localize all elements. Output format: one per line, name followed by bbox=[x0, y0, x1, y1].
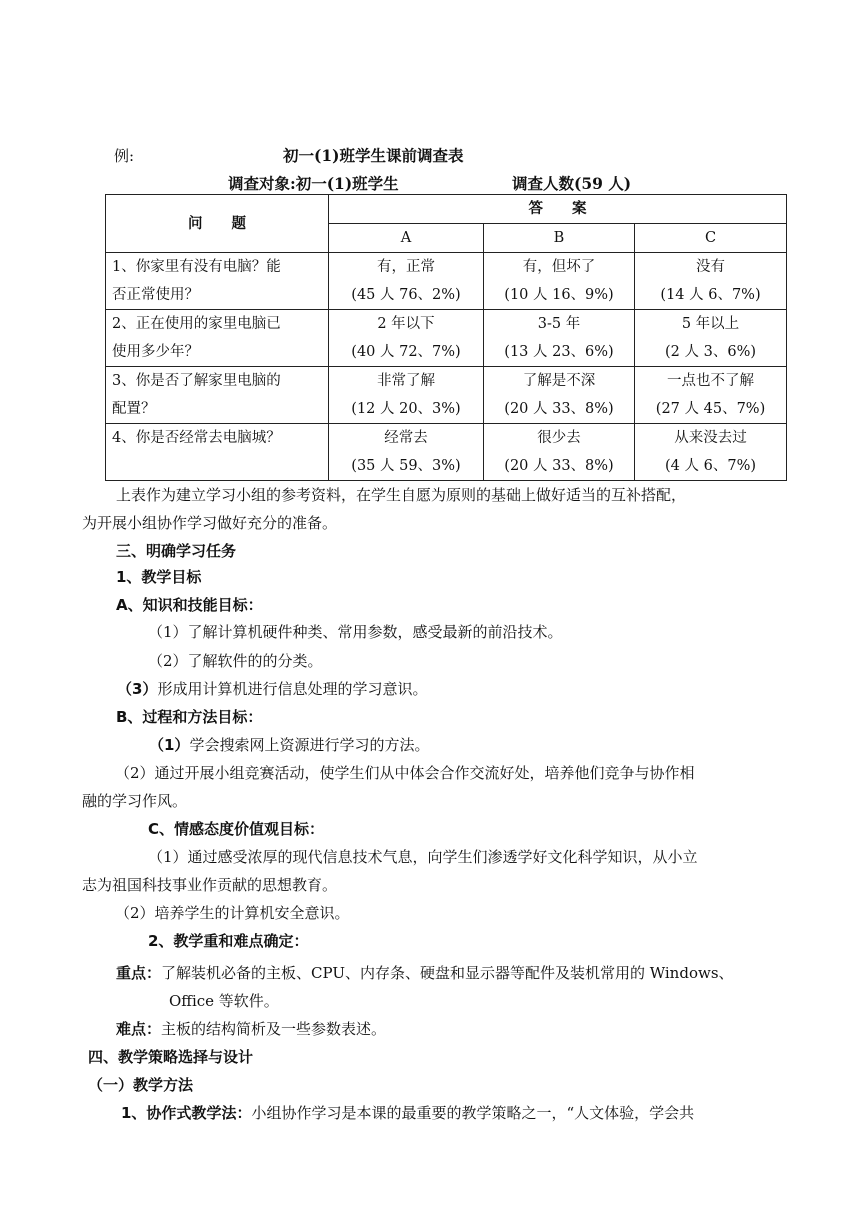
answer-stat: (45 人 76、2%) bbox=[351, 287, 461, 303]
goal-heading: A、知识和技能目标： bbox=[116, 596, 263, 614]
answer-stat: (27 人 45、7%) bbox=[655, 401, 766, 417]
goal-item-number: （3） bbox=[117, 680, 158, 698]
table-row bbox=[106, 253, 787, 310]
answer-stat: (35 人 59、3%) bbox=[351, 458, 461, 474]
method-label: 1、协作式教学法： bbox=[121, 1104, 252, 1122]
answer-stat: (20 人 33、8%) bbox=[504, 401, 614, 417]
answer-stat: (12 人 20、3%) bbox=[351, 401, 461, 417]
answer-stat: (4 人 6、7%) bbox=[665, 458, 757, 474]
goal-item-text: 形成用计算机进行信息处理的学习意识。 bbox=[157, 680, 428, 698]
answer-text: 3-5 年 bbox=[537, 316, 581, 332]
table-row bbox=[106, 310, 787, 367]
goal-item: （2）了解软件的的分类。 bbox=[148, 652, 323, 670]
answer-text: 有，正常 bbox=[377, 259, 435, 275]
method-item bbox=[121, 1102, 694, 1123]
question-line: 配置？ bbox=[112, 401, 156, 417]
header-answer: 答 案 bbox=[329, 195, 787, 224]
section-heading: 三、明确学习任务 bbox=[116, 542, 237, 560]
question-line bbox=[112, 452, 328, 480]
difficult-point-label: 难点： bbox=[116, 1020, 162, 1038]
section-heading: 四、教学策略选择与设计 bbox=[88, 1048, 254, 1066]
answer-text: 5 年以上 bbox=[681, 316, 740, 332]
answer-text: 从来没去过 bbox=[674, 430, 747, 446]
goal-item bbox=[149, 734, 429, 755]
subsection-heading: 1、教学目标 bbox=[116, 568, 202, 586]
answer-text: 2 年以下 bbox=[377, 316, 435, 332]
difficult-point-text: 主板的结构简析及一些参数表述。 bbox=[161, 1020, 387, 1038]
answer-text: 很少去 bbox=[537, 430, 581, 446]
goal-item: （2）通过开展小组竞赛活动，使学生们从中体会合作交流好处，培养他们竞争与协作相 bbox=[115, 764, 695, 782]
key-point-continued: Office 等软件。 bbox=[169, 992, 279, 1010]
goal-heading: C、情感态度价值观目标： bbox=[148, 820, 325, 838]
table-row bbox=[106, 424, 787, 481]
question-line: 1、你家里有没有电脑？能 bbox=[112, 259, 281, 275]
method-text: 小组协作学习是本课的最重要的教学策略之一，“人文体验，学会共 bbox=[251, 1104, 695, 1122]
answer-text: 没有 bbox=[696, 259, 726, 275]
table-row bbox=[106, 367, 787, 424]
answer-stat: (13 人 23、6%) bbox=[504, 344, 614, 360]
survey-table bbox=[105, 194, 787, 481]
key-point-text: 了解装机必备的主板、CPU、内存条、硬盘和显示器等配件及装机常用的 Windows、 bbox=[161, 964, 734, 982]
goal-item: （2）培养学生的计算机安全意识。 bbox=[115, 904, 350, 922]
answer-text: 非常了解 bbox=[377, 373, 435, 389]
goal-item-text: 学会搜索网上资源进行学习的方法。 bbox=[189, 736, 430, 754]
example-label: 例: bbox=[114, 147, 135, 165]
key-point bbox=[116, 962, 734, 983]
survey-title: 初一(1)班学生课前调查表 bbox=[283, 146, 464, 165]
goal-item: （1）了解计算机硬件种类、常用参数，感受最新的前沿技术。 bbox=[148, 623, 563, 641]
answer-text: 了解是不深 bbox=[522, 373, 596, 389]
answer-text: 有，但坏了 bbox=[522, 259, 596, 275]
key-point-label: 重点： bbox=[116, 964, 162, 982]
survey-subject: 调查对象:初一(1)班学生 bbox=[228, 174, 399, 193]
goal-item: （1）通过感受浓厚的现代信息技术气息，向学生们渗透学好文化科学知识，从小立 bbox=[148, 848, 698, 866]
question-line: 3、你是否了解家里电脑的 bbox=[112, 373, 281, 389]
goal-heading: B、过程和方法目标： bbox=[116, 708, 263, 726]
answer-stat: (2 人 3、6%) bbox=[665, 344, 757, 360]
option-a-header: A bbox=[329, 224, 484, 253]
subsection-heading: 2、教学重和难点确定： bbox=[148, 932, 309, 950]
survey-count: 调查人数(59 人) bbox=[512, 174, 632, 193]
answer-stat: (14 人 6、7%) bbox=[660, 287, 761, 303]
answer-stat: (10 人 16、9%) bbox=[504, 287, 614, 303]
paragraph-line: 为开展小组协作学习做好充分的准备。 bbox=[82, 514, 338, 532]
answer-text: 经常去 bbox=[384, 430, 428, 446]
answer-stat: (20 人 33、8%) bbox=[504, 458, 614, 474]
goal-item bbox=[117, 678, 427, 699]
goal-item: 融的学习作风。 bbox=[82, 792, 188, 810]
option-b-header: B bbox=[484, 224, 635, 253]
question-line: 否正常使用？ bbox=[112, 287, 199, 303]
paragraph-line: 上表作为建立学习小组的参考资料，在学生自愿为原则的基础上做好适当的互补搭配， bbox=[116, 486, 687, 504]
answer-stat: (40 人 72、7%) bbox=[351, 344, 461, 360]
subsection-heading: （一）教学方法 bbox=[88, 1076, 194, 1094]
question-line: 4、你是否经常去电脑城？ bbox=[112, 430, 281, 446]
header-question: 问 题 bbox=[106, 195, 329, 253]
question-line: 使用多少年？ bbox=[112, 344, 199, 360]
option-c-header: C bbox=[635, 224, 787, 253]
goal-item: 志为祖国科技事业作贡献的思想教育。 bbox=[82, 876, 338, 894]
answer-text: 一点也不了解 bbox=[667, 373, 755, 389]
goal-item-number: （1） bbox=[149, 736, 190, 754]
question-line: 2、正在使用的家里电脑已 bbox=[112, 316, 281, 332]
difficult-point bbox=[116, 1018, 386, 1039]
